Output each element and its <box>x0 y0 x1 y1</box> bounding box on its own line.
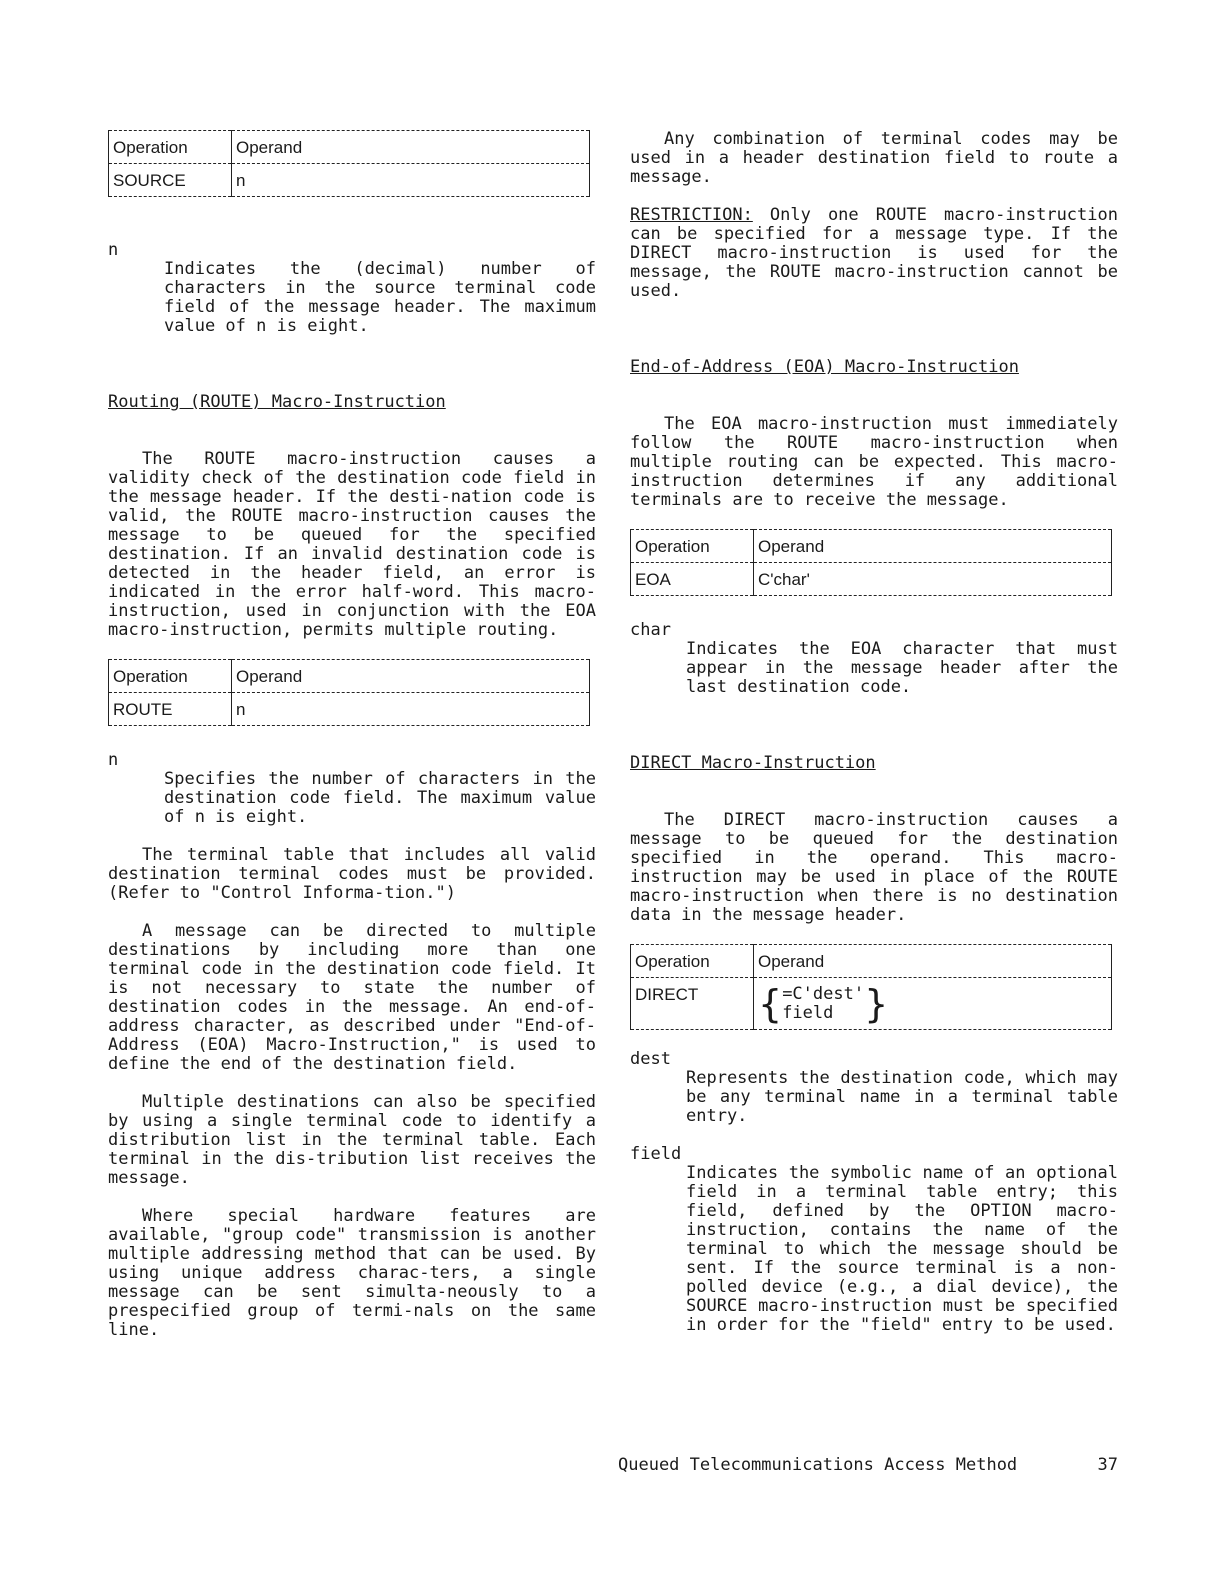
table-header-operand: Operand <box>232 660 590 693</box>
route-paragraph-6: Any combination of terminal codes may be used in a header destination field to route a message. <box>630 129 1118 187</box>
direct-paragraph-1: The DIRECT macro-instruction causes a message to be queued for the destination specified in the operand. This macro-instruction may be used in place of the ROUTE macro-instruction when there is no destination data in the message header. <box>630 810 1118 925</box>
route-paragraph-3: A message can be directed to multiple destinations by including more than one terminal code in the destination code field. It is not necessary to state the number of destination codes in the message. An end-of-address character, as described under "End-of-Address (EOA) Macro-Instruction," is used to define the end of the destination field. <box>108 921 596 1074</box>
left-brace-icon: { <box>758 982 783 1026</box>
route-paragraph-4: Multiple destinations can also be specified by using a single terminal code to identify a distribution list in the terminal table. Each terminal in the dis-tribution list receives the message. <box>108 1092 596 1188</box>
direct-syntax-table <box>630 944 1112 1030</box>
table-header-operation: Operation <box>631 945 754 978</box>
direct-field-term: field <box>630 1144 682 1164</box>
operand-choices <box>782 985 864 1023</box>
table-cell-operand <box>754 978 1112 1030</box>
table-cell-operation: ROUTE <box>109 693 232 726</box>
route-paragraph-2: The terminal table that includes all valid destination terminal codes must be provided. (Refer to "Control Informa-tion.") <box>108 845 596 903</box>
footer-title: Queued Telecommunications Access Method <box>618 1455 1018 1475</box>
route-n-term: n <box>108 750 119 770</box>
restriction-paragraph <box>630 206 1118 301</box>
table-cell-operand: C'char' <box>754 563 1112 596</box>
direct-dest-term: dest <box>630 1049 671 1069</box>
eoa-syntax-table <box>630 529 1112 596</box>
page-number: 37 <box>1097 1455 1118 1475</box>
table-header-operation: Operation <box>109 131 232 164</box>
eoa-char-term: char <box>630 620 671 640</box>
eoa-char-description: Indicates the EOA character that must appear in the message header after the last destination code. <box>686 639 1118 697</box>
route-paragraph-1: The ROUTE macro-instruction causes a validity check of the destination code field in the message header. If the desti-nation code is valid, the ROUTE macro-instruction causes the message to be queued for the specified destination. If an invalid destination code is detected in the header field, an error is indicated in the error half-word. This macro-instruction, used in conjunction with the EOA macro-instruction, permits multiple routing. <box>108 449 596 640</box>
direct-dest-description: Represents the destination code, which may be any terminal name in a terminal table entry. <box>686 1068 1118 1126</box>
direct-field-description: Indicates the symbolic name of an optional field in a terminal table entry; this field, defined by the OPTION macro-instruction, contains the name of the terminal to which the message should be sent. If the source terminal is a non-polled device (e.g., a dial device), the SOURCE macro-instruction must be specified in order for the "field" entry to be used. <box>686 1163 1118 1335</box>
restriction-label: RESTRICTION: <box>630 205 753 225</box>
source-syntax-table <box>108 130 590 197</box>
route-paragraph-5: Where special hardware features are available, "group code" transmission is another multiple addressing method that can be used. By using unique address charac-ters, a single message can be sent simulta-neously to a prespecified group of termi-nals on the same line. <box>108 1206 596 1340</box>
operand-choice-field: field <box>782 1003 834 1023</box>
table-cell-operand: n <box>232 164 590 197</box>
left-column <box>108 130 596 1340</box>
table-cell-operand: n <box>232 693 590 726</box>
table-header-operation: Operation <box>109 660 232 693</box>
table-cell-operation: DIRECT <box>631 978 754 1030</box>
eoa-heading: End-of-Address (EOA) Macro-Instruction <box>630 357 1019 377</box>
eoa-paragraph-1: The EOA macro-instruction must immediately follow the ROUTE macro-instruction when multiple routing can be expected. This macro-instruction determines if any additional terminals are to receive the message. <box>630 414 1118 510</box>
table-header-operand: Operand <box>754 530 1112 563</box>
table-cell-operation: SOURCE <box>109 164 232 197</box>
table-header-operand: Operand <box>232 131 590 164</box>
right-brace-icon: } <box>864 982 889 1026</box>
page-footer <box>618 1456 1118 1475</box>
operand-choice-dest: =C'dest' <box>782 984 865 1004</box>
direct-heading: DIRECT Macro-Instruction <box>630 753 876 773</box>
right-column <box>630 130 1118 1335</box>
source-n-term: n <box>108 240 119 260</box>
route-n-description: Specifies the number of characters in the destination code field. The maximum value of n is eight. <box>164 769 596 827</box>
restriction-text: Only one ROUTE macro-instruction can be specified for a message type. If the DIRECT macro-instruction is used for the message, the ROUTE macro-instruction cannot be used. <box>630 205 1118 301</box>
route-heading: Routing (ROUTE) Macro-Instruction <box>108 392 446 412</box>
route-syntax-table <box>108 659 590 726</box>
operand-choice-group <box>758 982 1107 1026</box>
table-cell-operation: EOA <box>631 563 754 596</box>
table-header-operand: Operand <box>754 945 1112 978</box>
source-n-description: Indicates the (decimal) number of characters in the source terminal code field of the message header. The maximum value of n is eight. <box>164 259 596 336</box>
table-header-operation: Operation <box>631 530 754 563</box>
